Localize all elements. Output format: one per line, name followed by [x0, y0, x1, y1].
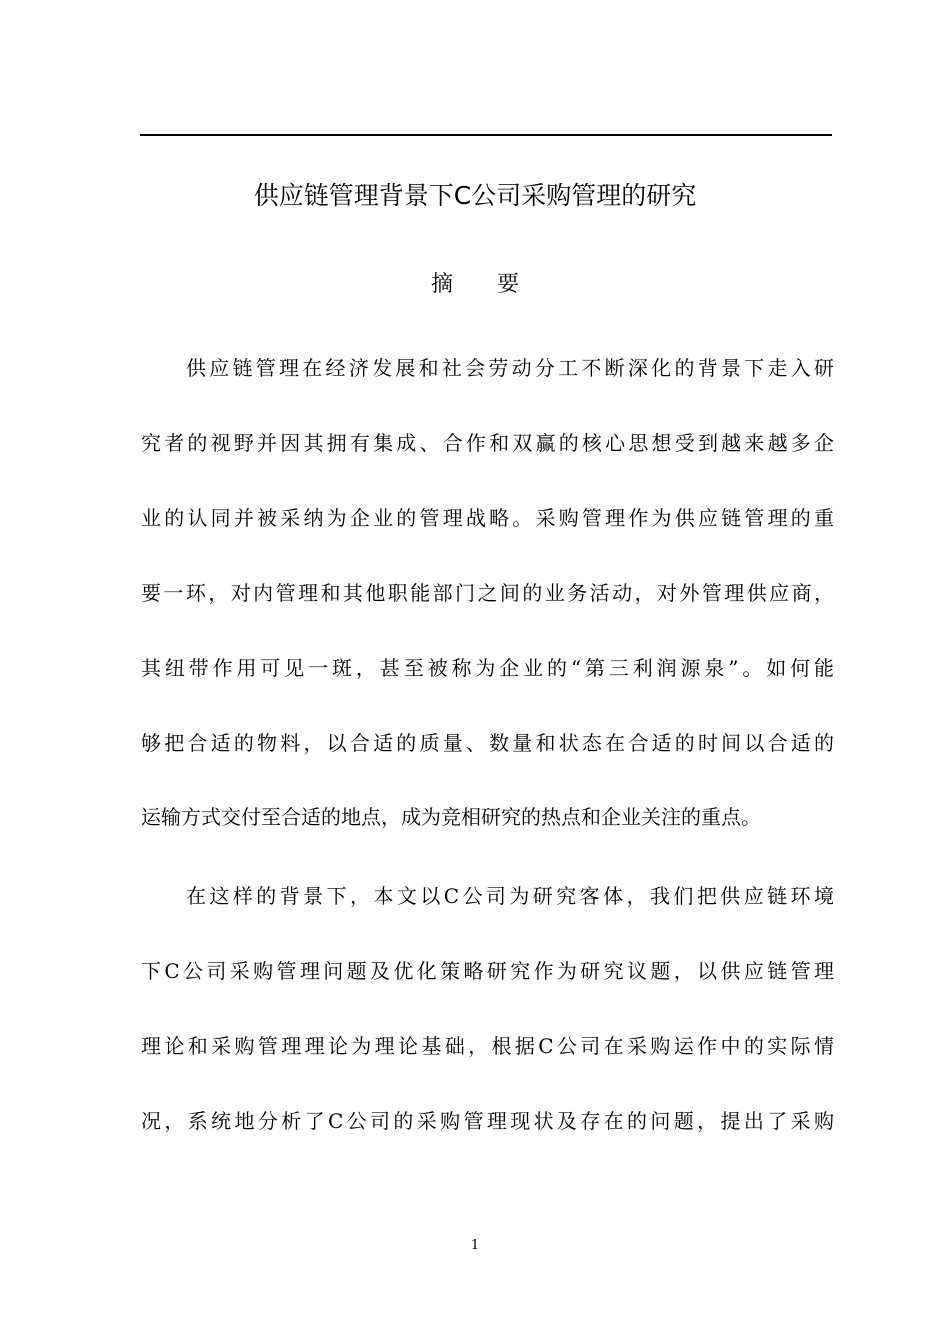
paragraph-line: 其纽带作用可见一斑，甚至被称为企业的“第三利润源泉”。如何能 [141, 656, 834, 680]
paragraph-line: 究者的视野并因其拥有集成、合作和双赢的核心思想受到越来越多企 [141, 431, 834, 455]
abstract-heading: 摘 要 [430, 272, 519, 297]
paragraph-line: 下C公司采购管理问题及优化策略研究作为研究议题，以供应链管理 [141, 959, 834, 983]
paragraph-line: 要一环，对内管理和其他职能部门之间的业务活动，对外管理供应商， [141, 581, 834, 605]
paragraph-line: 况，系统地分析了C公司的采购管理现状及存在的问题，提出了采购 [141, 1109, 834, 1133]
page-number: 1 [470, 1238, 480, 1253]
paragraph-line: 在这样的背景下，本文以C公司为研究客体，我们把供应链环境 [186, 884, 834, 908]
paragraph-line: 理论和采购管理理论为理论基础，根据C公司在采购运作中的实际情 [141, 1034, 834, 1058]
paragraph-line: 运输方式交付至合适的地点，成为竞相研究的热点和企业关注的重点。 [141, 805, 761, 829]
paragraph-line: 业的认同并被采纳为企业的管理战略。采购管理作为供应链管理的重 [141, 506, 834, 530]
document-title: 供应链管理背景下C公司采购管理的研究 [253, 181, 697, 210]
header-rule [140, 134, 832, 136]
paragraph-line: 供应链管理在经济发展和社会劳动分工不断深化的背景下走入研 [186, 356, 834, 380]
paragraph-line: 够把合适的物料，以合适的质量、数量和状态在合适的时间以合适的 [141, 731, 834, 755]
